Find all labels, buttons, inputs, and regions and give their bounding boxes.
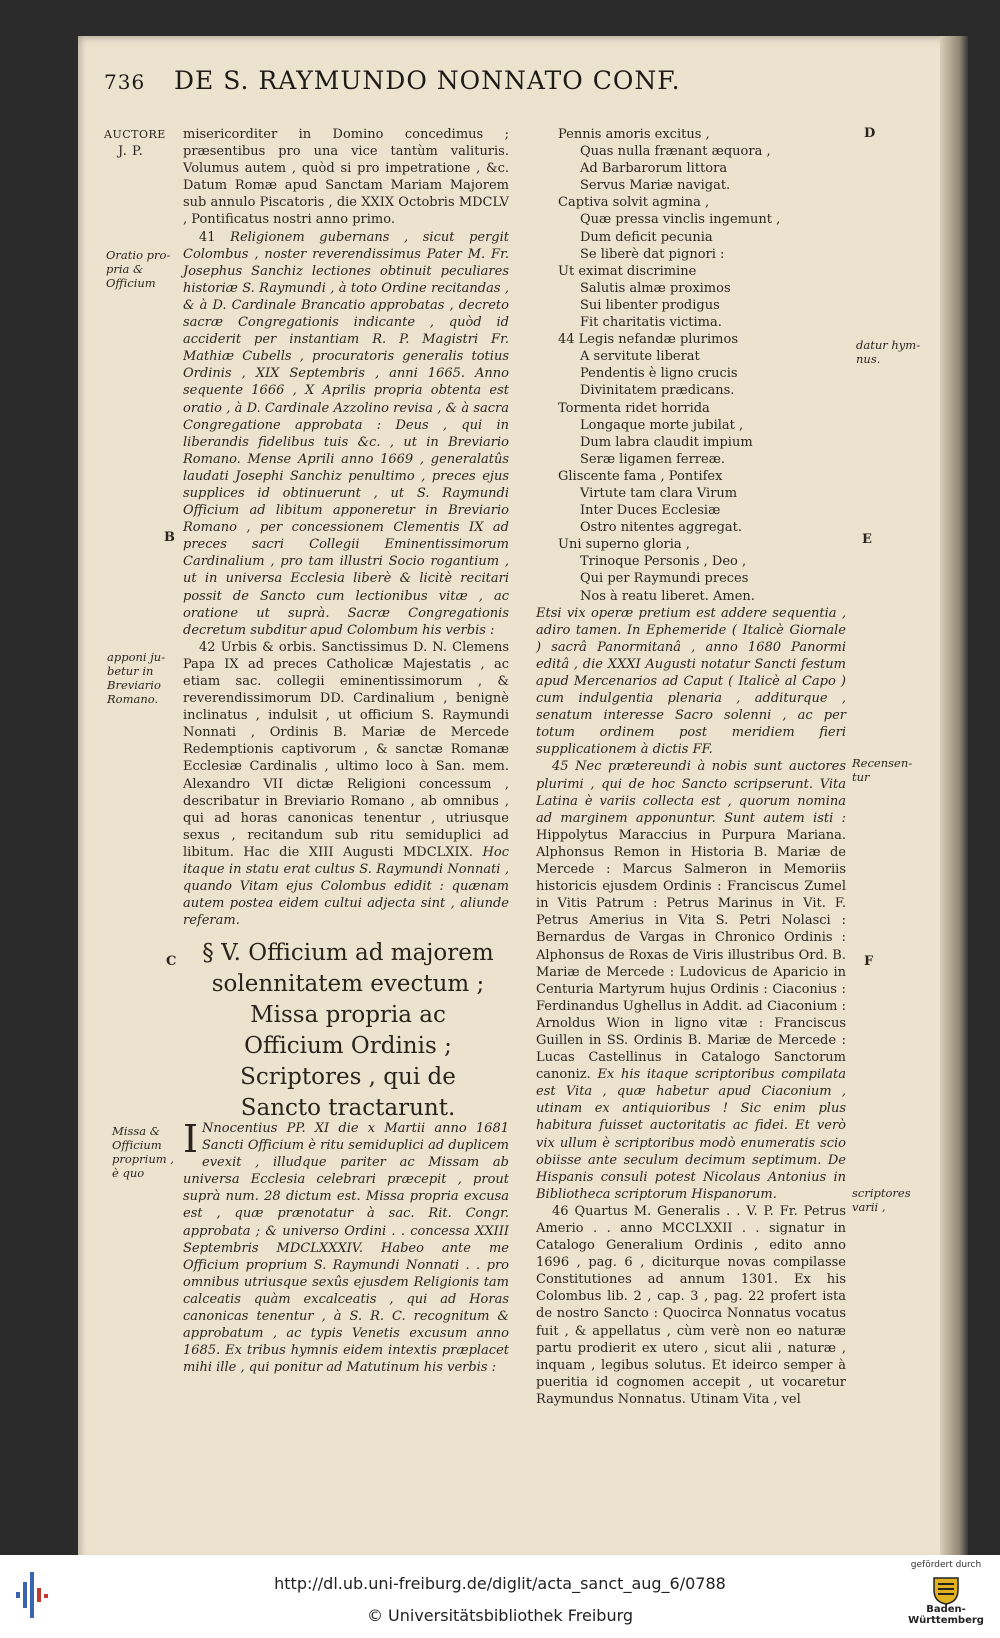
hymn-line: Dum labra claudit impium [580, 434, 753, 450]
paragraph-45-text: Hippolytus Maraccius in Purpura Mariana. Alphonsus Remon in Historia B. Mariæ de Mercede : Marcus Salmeron in Memoriis historicis ejusdem Ordinis : Franciscus Zumel in Vitis Patrum : Petrus Marinus in Vit. F. Petrus Amerius in Vita S. Petri Nolasci : Bernardus de Vargas in Chronico Ordinis : Alphonsus de Roxas de Viris illustribus Ord. B. Mariæ de Mercede : Ludovicus de Aparicio in Centuria Martyrum hujus Ordinis : Ciaconius : Ferdinandus Ughellus in Addit. ad Ciaconium : Arnoldus Wion in ligno vitæ : Franciscus Guillen in SS. Ordinis B. Mariæ de Mercede : Lucas Castellinus in Catalogo Sanctorum canoniz. [536, 827, 846, 1083]
signature-letter-d: D [864, 126, 876, 141]
paragraph-41-number: 41 [199, 229, 231, 245]
hymn-line: Ostro nitentes aggregat. [580, 520, 742, 536]
left-column-lower [183, 1117, 509, 1376]
paragraph-46: 46 Quartus M. Generalis . . V. P. Fr. Petrus Amerio . . anno MCCLXXII . . signatur in Catalogo Generalium Ordinis , edito anno 1696 , pag. 6 , diciturque novas compilasse Constitutiones ad annum 1301. Ex his Colombus lib. 2 , cap. 3 , pag. 22 profert ista de nostro Sancto : Quocirca Nonnatus vocatus fuit , & appellatus , cùm verè non eo naturæ partu prodierit ex utero , sicut alii , naturæ , inquam , legibus solutus. Et ideirco semper à pueritia id cognomen accepit , ut vocaretur Raymundus Nonnatus. Utinam Vita , vel [536, 1203, 846, 1407]
hymn-line: Ut eximat discrimine [558, 263, 697, 279]
margin-note-apponi-3: Breviario [107, 678, 161, 692]
hymn-line: Virtute tam clara Virum [580, 485, 738, 501]
hymn-line: Captiva solvit agmina , [558, 195, 710, 211]
paragraph-right-1: Etsi vix operæ pretium est addere sequentia , adiro tamen. In Ephemeride ( Italicè Giornale ) sacrâ Panormitanâ , anno 1680 Panormi editâ , die XXXI Augusti notatur Sancti festum apud Mercenarios ad Caput ( Italicè al Capo ) cum indulgentia plenaria , additurque , senatum interesse Sacro solenni , ac per totum ordinem post meridiem fieri supplicationem à dictis FF. [536, 605, 846, 758]
margin-note-datur-2: nus. [856, 352, 881, 366]
hymn-line: Dum deficit pecunia [580, 229, 713, 245]
hymn-line: Quas nulla frænant æquora , [580, 144, 771, 160]
hymn-line: Servus Mariæ navigat. [580, 178, 731, 194]
margin-note-apponi-2: betur in [107, 664, 154, 678]
hymn-line: Se liberè dat pignori : [580, 246, 725, 262]
paragraph-43-text: Nnocentius PP. XI die x Martii anno 1681 Sancti Officium è ritu semiduplici ad duplicem evexit , illudque pariter ac Missam ab universa Ecclesia celebrari præcepit , prout suprà num. 28 dictum est. Missa propria excusa est , quæ prænotatur à sac. Rit. Congr. approbata ; & universo Ordini . . concessa XXIII Septembris MDCLXXXIV. Habeo ante me Officium proprium S. Raymundi Nonnati . . pro omnibus utriusque sexûs ejusdem Religionis tam calceatis quàm excalceatis , qui ad Horas canonicas tenentur , à S. R. C. recognitum & approbatum , ac typis Venetis excusum anno 1685. Ex tribus hymnis eidem intextis præplacet mihi ille , qui ponitur ad Matutinum his verbis : [183, 1121, 509, 1376]
section-heading: § V. Officium ad majorem solennitatem evectum ; Missa propria ac Officium Ordinis ; Scriptores , qui de Sancto tractarunt. [202, 940, 494, 1121]
hymn-line: Inter Duces Ecclesiæ [580, 503, 721, 519]
paragraph-45-italic: 45 Nec prætereundi à nobis sunt auctores plurimi , qui de hoc Sancto scripserunt. Vita Latina è variis collecta est , quorum nomina ad marginem apponuntur. Sunt autem isti : [536, 759, 846, 826]
margin-note-oratio: Oratio pro- [106, 248, 171, 262]
margin-note-apponi: apponi ju- [107, 650, 166, 664]
margin-note-auctore: AUCTORE [104, 128, 166, 141]
margin-note-oratio-2: pria & [106, 262, 144, 276]
right-column [536, 126, 846, 1408]
paragraph-42-italic: Hoc itaque in statu erat cultus S. Raymundi Nonnati , quando Vitam ejus Colombus edidit : quænam autem postea eidem cultui adjecta sint , aliunde referam. [183, 844, 509, 929]
hymn-line: 44 Legis nefandæ plurimos [558, 332, 739, 348]
sponsor-block [900, 1560, 992, 1626]
hymn-line: Gliscente fama , Pontifex [558, 468, 723, 484]
margin-note-scriptores-2: varii , [852, 1200, 886, 1214]
sponsor-name: Baden-Württemberg [908, 1604, 984, 1626]
paragraph-bull-end: misericorditer in Domino concedimus ; præsentibus pro una vice tantùm valituris. Volumus autem , quòd si pro impetratione , &c. Datum Romæ apud Sanctam Mariam Majorem sub annulo Piscatoris , die XXIX Octobris MDCLV , Pontificatus nostri anno primo. [183, 127, 509, 228]
paragraph-42-text: 42 Urbis & orbis. Sanctissimus D. N. Clemens Papa IX ad preces Catholicæ Majestatis , ac etiam sac. collegii eminentissimorum , & reverendissimorum DD. Cardinalium , benignè inclinatus , indulsit , ut officium S. Raymundi Nonnati , Ordinis B. Mariæ de Mercede Redemptionis captivorum , & sanctæ Romanæ Ecclesiæ Cardinalis , ultimo loco à San. mem. Alexandro VII dictæ Religioni concessum , describatur in Breviario Romano , ab omnibus , qui ad horas canonicas tenentur , utriusque sexus , recitandum sub ritu semiduplici ad libitum. Hac die XIII Augusti MDCLXIX. [183, 639, 509, 860]
page-edge-shadow [940, 36, 968, 1555]
paragraph-41 [183, 229, 509, 639]
hymn-line: Pendentis è ligno crucis [580, 366, 738, 382]
sponsor-label: gefördert durch [910, 1560, 982, 1570]
hymn-line: Trinoque Personis , Deo , [580, 554, 747, 570]
hymn-line: Fit charitatis victima. [580, 315, 722, 331]
hymn [536, 126, 846, 605]
margin-note-missa-4: è quo [112, 1166, 145, 1180]
left-column [183, 126, 509, 929]
running-header [104, 66, 724, 95]
hymn-line: Tormenta ridet horrida [558, 400, 710, 416]
hymn-line: Seræ ligamen ferreæ. [580, 451, 726, 467]
signature-letter-f: F [864, 954, 874, 969]
margin-note-datur: datur hym- [856, 338, 921, 352]
hymn-line: Nos à reatu liberet. Amen. [580, 588, 755, 604]
drop-capital: I [183, 1117, 199, 1161]
hymn-line: Uni superno gloria , [558, 537, 690, 553]
margin-note-scriptores: scriptores [852, 1186, 911, 1200]
margin-note-apponi-4: Romano. [107, 692, 159, 706]
paragraph-45 [536, 758, 846, 1202]
hymn-line: Divinitatem prædicans. [580, 383, 735, 399]
margin-note-author: J. P. [118, 144, 144, 159]
margin-note-oratio-3: Officium [106, 276, 156, 290]
hymn-line: Qui per Raymundi preces [580, 571, 749, 587]
permalink-url[interactable]: http://dl.ub.uni-freiburg.de/diglit/acta_sanct_aug_6/0788 [274, 1574, 726, 1593]
hymn-line: Sui libenter prodigus [580, 297, 720, 313]
margin-note-missa: Missa & [112, 1124, 161, 1138]
page-number: 736 [104, 70, 146, 94]
paragraph-41-text: Religionem gubernans , sicut pergit Colombus , noster reverendissimus Pater M. Fr. Josephus Sanchiz lectiones obtinuit peculiares historiæ S. Raymundi , à toto Ordine recitandas , & à D. Cardinale Brancatio approbatas , decreto sacræ Congregationis indicante , quòd id acciderit per instantiam R. P. Magistri Fr. Mathiæ Cubells , procuratoris generalis totius Ordinis , XIX Septembris , anni 1665. Anno sequente 1666 , X Aprilis propria obtenta est oratio , à D. Cardinale Azzolino revisa , & à sacra Congregatione approbata : Deus , qui in liberandis fidelibus tuis &c. , ut in Breviario Romano. Mense Aprili anno 1669 , generalatûs laudati Josephi Sanchiz penultimo , preces ejus supplices id obtinuerunt , ut S. Raymundi Officium ad libitum apponeretur in Breviario Romano , per concessionem Clementis IX ad preces sacri Collegii Eminentissimorum Cardinalium , pro tam illustri Socio rogantium , ut in universa Ecclesia liberè & licitè recitari possit de Sancto cum lectionibus vitæ , ac oratione ut suprà. Sacræ Congregationis decretum subditur apud Colombum his verbis : [183, 229, 509, 638]
signature-letter-c: C [166, 954, 177, 969]
hymn-line: Ad Barbarorum littora [580, 161, 728, 177]
hymn-line: A servitute liberat [580, 349, 700, 365]
hymn-line: Quæ pressa vinclis ingemunt , [580, 212, 781, 228]
margin-note-missa-2: Officium [112, 1138, 162, 1152]
hymn-line: Pennis amoris excitus , [558, 127, 710, 142]
paragraph-43 [183, 1117, 509, 1376]
hymn-line: Longaque morte jubilat , [580, 417, 744, 433]
hymn-line: Salutis almæ proximos [580, 280, 731, 296]
paragraph-42 [183, 639, 509, 930]
signature-letter-b: B [164, 530, 175, 545]
coat-of-arms-icon [926, 1574, 966, 1606]
copyright-notice: © Universitätsbibliothek Freiburg [366, 1606, 634, 1625]
margin-note-recensen: Recensen- [852, 756, 913, 770]
viewer-footer [0, 1555, 1000, 1638]
signature-letter-e: E [862, 532, 872, 547]
running-title: DE S. RAYMUNDO NONNATO CONF. [174, 66, 681, 95]
margin-note-missa-3: proprium , [112, 1152, 174, 1166]
margin-note-recensen-2: tur [852, 770, 870, 784]
paragraph-45-italic-2: Ex his itaque scriptoribus compilata est Vita , quæ habetur apud Ciaconium , utinam ex antiquioribus ! Sic enim plus habitura fuisset auctoritatis ac fidei. Et verò vix ullum è scriptoribus modò enumeratis scio obiisse ante seculum decimum septimum. De Hispanis consuli potest Nicolaus Antonius in Bibliotheca scriptorum Hispanorum. [536, 1067, 846, 1202]
